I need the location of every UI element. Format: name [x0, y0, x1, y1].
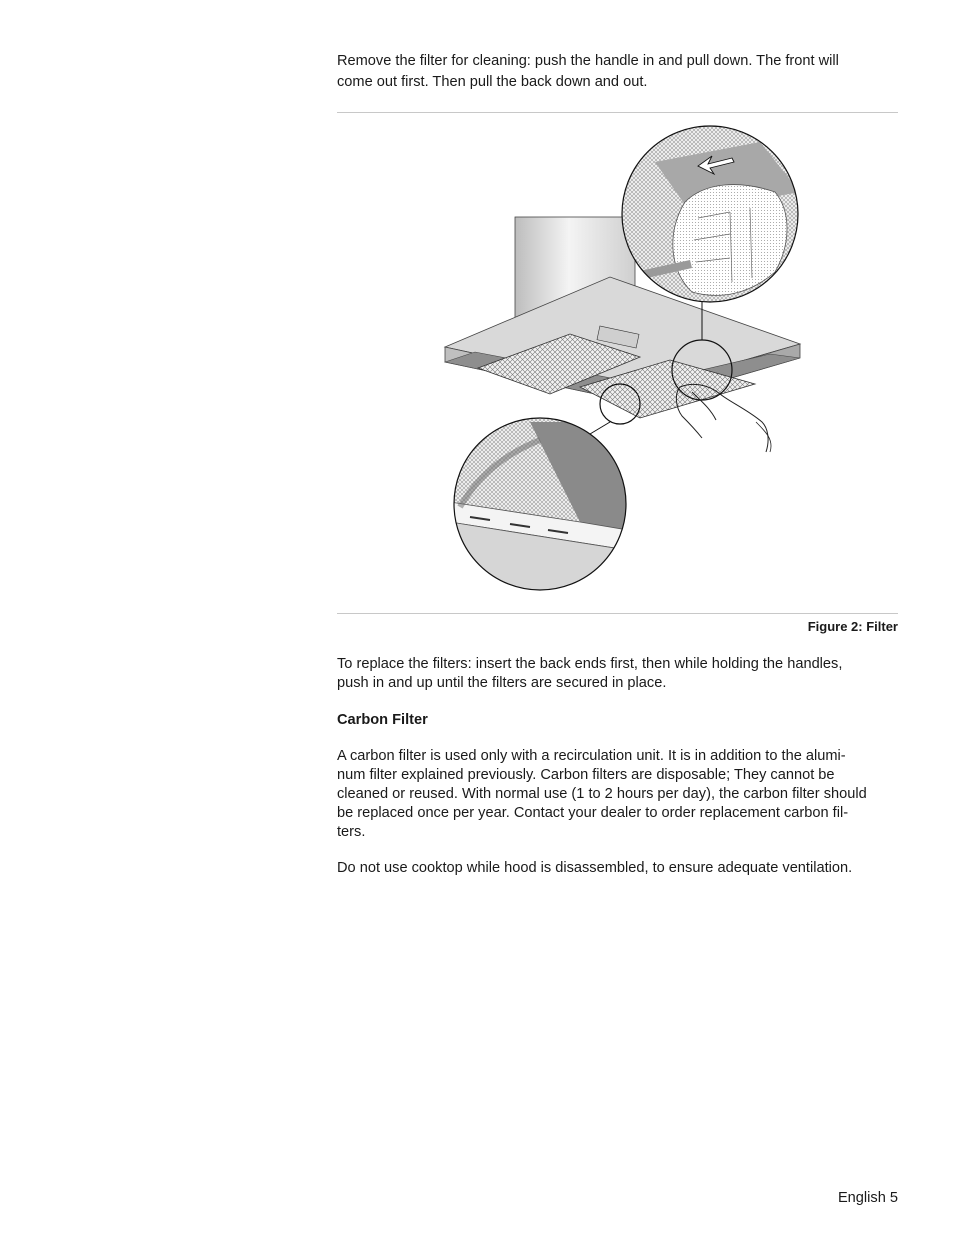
carbon-line-2: num filter explained previously. Carbon filters are disposable; They cannot be — [337, 767, 835, 783]
carbon-line-5: ters. — [337, 824, 366, 840]
page-footer: English 5 — [837, 1190, 898, 1206]
figure-caption: Figure 2: Filter — [807, 619, 898, 634]
carbon-filter-heading: Carbon Filter — [337, 712, 428, 728]
leader-line-bottom — [590, 422, 610, 434]
figure-bottom-rule — [337, 613, 898, 614]
replace-line-1: To replace the filters: insert the back ends first, then while holding the handles, — [337, 656, 843, 672]
carbon-filter-paragraph — [337, 747, 899, 842]
figure-top-rule — [337, 112, 898, 113]
magnified-detail-corner — [450, 412, 640, 592]
carbon-line-4: be replaced once per year. Contact your dealer to order replacement carbon fil- — [337, 805, 849, 821]
replace-line-2: push in and up until the filters are secured in place. — [337, 675, 667, 691]
range-hood-filter-illustration — [430, 122, 810, 592]
intro-line-2: come out first. Then pull the back down and out. — [337, 74, 648, 90]
carbon-line-1: A carbon filter is used only with a recirculation unit. It is in addition to the alumi- — [337, 748, 846, 764]
ventilation-warning: Do not use cooktop while hood is disassembled, to ensure adequate ventilation. — [337, 860, 853, 876]
carbon-line-3: cleaned or reused. With normal use (1 to 2 hours per day), the carbon filter should — [337, 786, 867, 802]
magnified-detail-handle — [620, 122, 800, 307]
intro-line-1: Remove the filter for cleaning: push the handle in and pull down. The front will — [337, 53, 839, 69]
intro-paragraph — [337, 52, 899, 92]
replace-paragraph — [337, 655, 899, 693]
